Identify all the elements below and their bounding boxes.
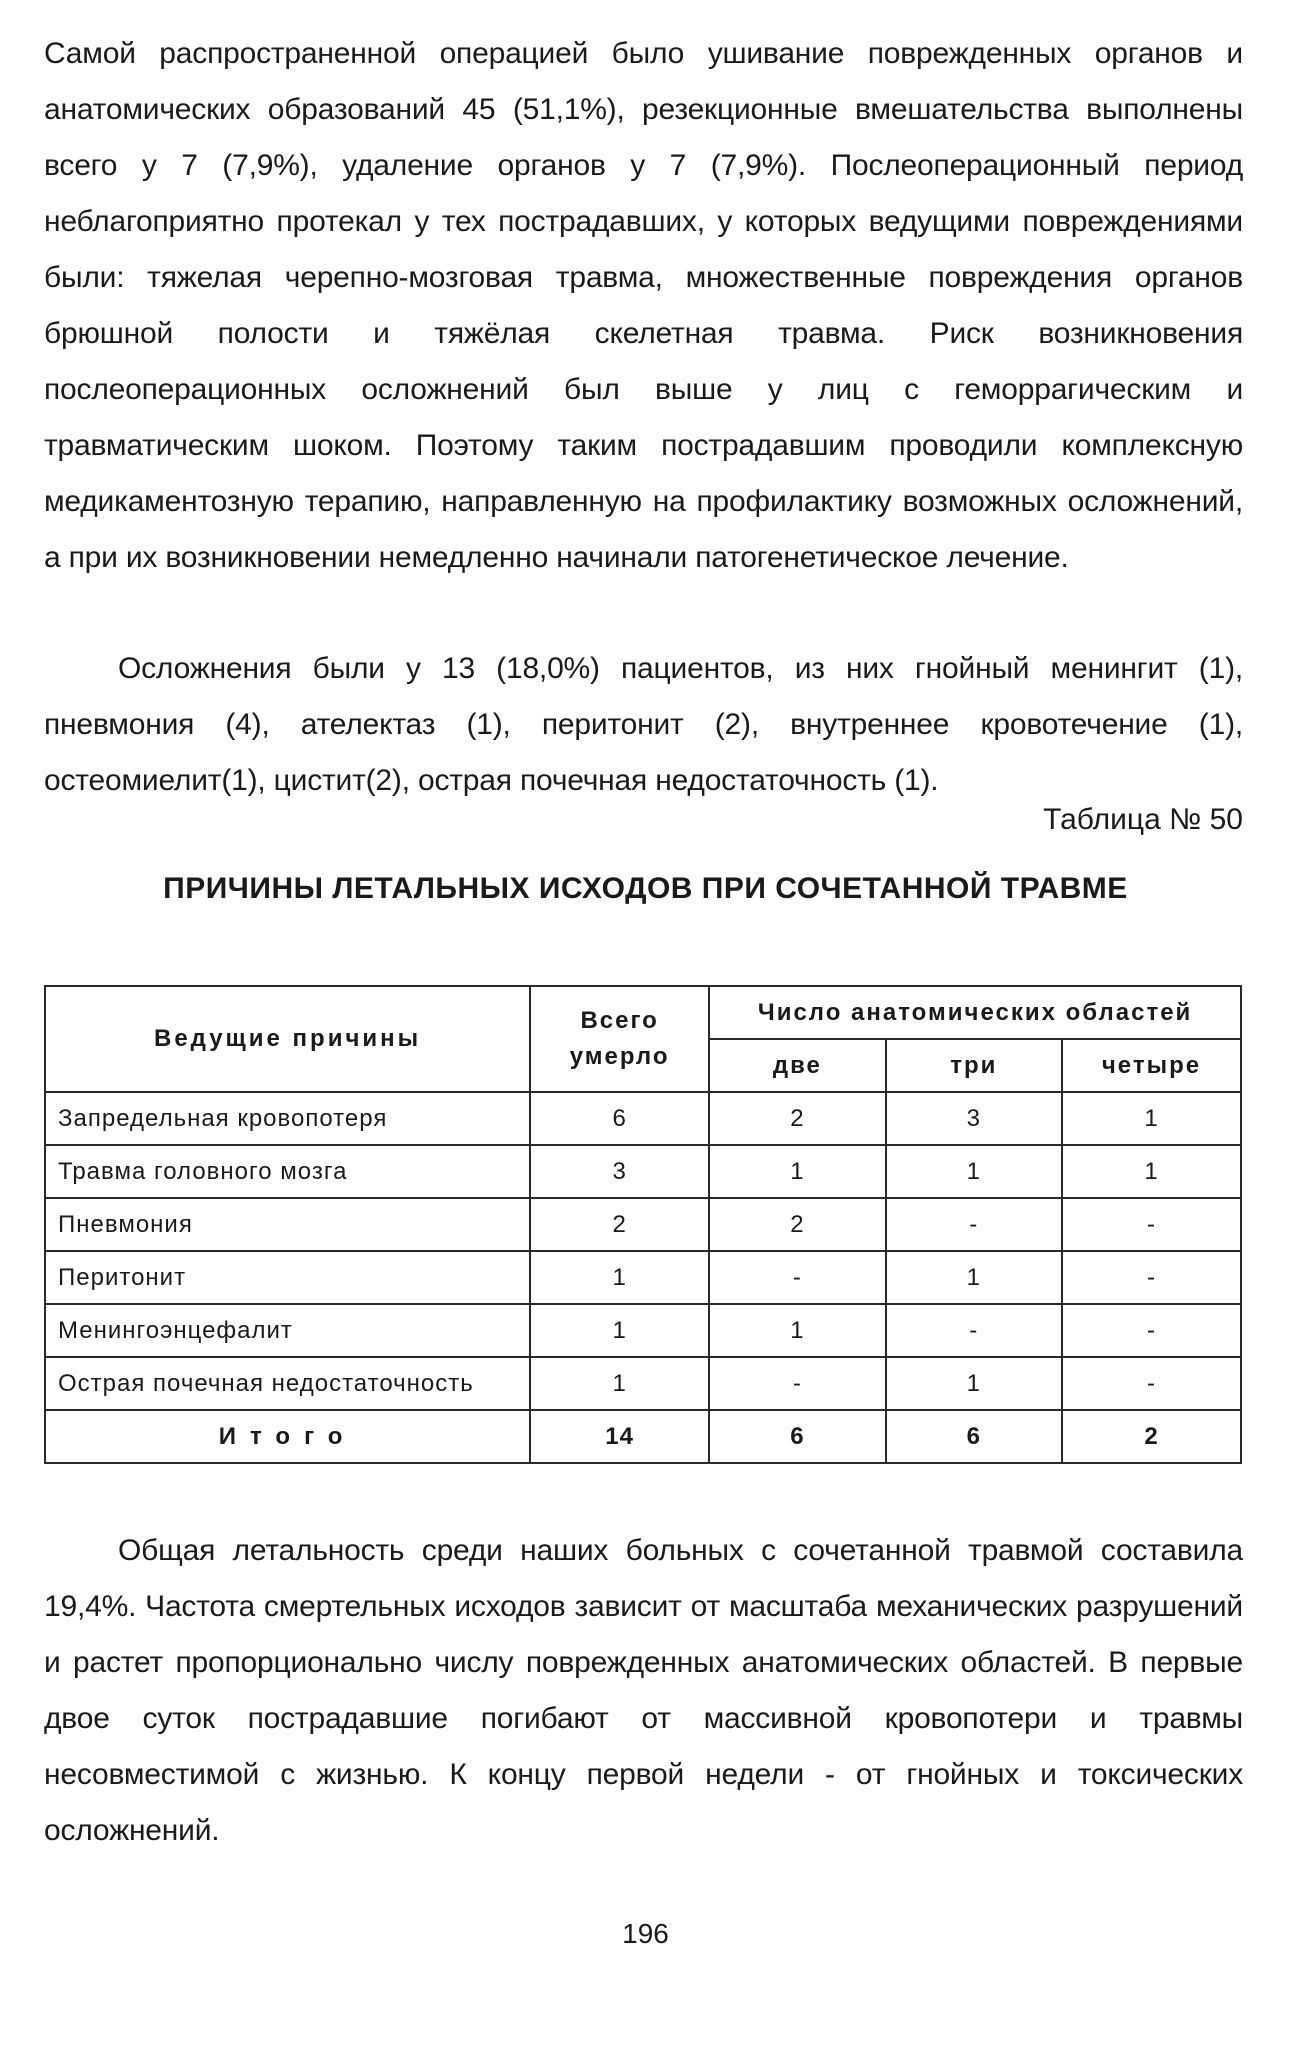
row-two: 2	[709, 1092, 885, 1145]
row-total: 1	[530, 1251, 709, 1304]
table-row	[45, 1198, 1241, 1251]
paragraph-mortality: Общая летальность среди наших больных с сочетанной травмой составила 19,4%. Частота смертельных исходов зависит от масштаба механических разрушений и растет пропорционально числу поврежденных анатомических областей. В первые двое суток пострадавшие погибают от массивной кровопотери и травмы несовместимой с жизнью. К концу первой недели - от гнойных и токсических осложнений.	[44, 1534, 1243, 1847]
row-total: 3	[530, 1145, 709, 1198]
row-four: 1	[1062, 1092, 1241, 1145]
row-three: -	[886, 1304, 1062, 1357]
header-total-died	[530, 986, 709, 1092]
row-cause: Перитонит	[45, 1251, 530, 1304]
table-row	[45, 1251, 1241, 1304]
header-four: четыре	[1062, 1039, 1241, 1092]
row-two: -	[709, 1357, 885, 1410]
header-total-line1: Всего	[580, 1007, 659, 1034]
row-two: -	[709, 1251, 885, 1304]
row-three: 3	[886, 1092, 1062, 1145]
totals-four: 2	[1062, 1410, 1241, 1463]
row-cause: Острая почечная недостаточность	[45, 1357, 530, 1410]
row-four: -	[1062, 1251, 1241, 1304]
table-row	[45, 1145, 1241, 1198]
totals-two: 6	[709, 1410, 885, 1463]
header-three: три	[886, 1039, 1062, 1092]
totals-total: 14	[530, 1410, 709, 1463]
table-row	[45, 1304, 1241, 1357]
row-four: -	[1062, 1357, 1241, 1410]
table-number-label: Таблица № 50	[1043, 803, 1243, 836]
totals-three: 6	[886, 1410, 1062, 1463]
table-header-row	[45, 986, 1241, 1039]
row-cause: Пневмония	[45, 1198, 530, 1251]
header-total-line2: умерло	[569, 1043, 670, 1070]
page-number: 196	[622, 1918, 669, 1949]
row-four: -	[1062, 1198, 1241, 1251]
row-four: -	[1062, 1304, 1241, 1357]
totals-label: Итого	[45, 1410, 530, 1463]
row-two: 2	[709, 1198, 885, 1251]
row-three: -	[886, 1198, 1062, 1251]
row-total: 1	[530, 1304, 709, 1357]
row-two: 1	[709, 1145, 885, 1198]
row-two: 1	[709, 1304, 885, 1357]
header-two: две	[709, 1039, 885, 1092]
table-row	[45, 1357, 1241, 1410]
row-cause: Менингоэнцефалит	[45, 1304, 530, 1357]
row-four: 1	[1062, 1145, 1241, 1198]
table-totals-row	[45, 1410, 1241, 1463]
table-title: ПРИЧИНЫ ЛЕТАЛЬНЫХ ИСХОДОВ ПРИ СОЧЕТАННОЙ ТРАВМЕ	[163, 872, 1128, 905]
paragraph-complications: Осложнения были у 13 (18,0%) пациентов, из них гнойный менингит (1), пневмония (4), ателектаз (1), перитонит (2), внутреннее кровотечение (1), остеомиелит(1), цистит(2), острая почечная недостаточность (1).	[44, 652, 1243, 797]
row-three: 1	[886, 1145, 1062, 1198]
header-regions: Число анатомических областей	[709, 986, 1241, 1039]
row-three: 1	[886, 1251, 1062, 1304]
paragraph-operations: Самой распространенной операцией было ушивание поврежденных органов и анатомических образований 45 (51,1%), резекционные вмешательства выполнены всего у 7 (7,9%), удаление органов у 7 (7,9%). Послеоперационный период неблагоприятно протекал у тех пострадавших, у которых ведущими повреждениями были: тяжелая черепно-мозговая травма, множественные повреждения органов брюшной полости и тяжёлая скелетная травма. Риск возникновения послеоперационных осложнений был выше у лиц с геморрагическим и травматическим шоком. Поэтому таким пострадавшим проводили комплексную медикаментозную терапию, направленную на профилактику возможных осложнений, а при их возникновении немедленно начинали патогенетическое лечение.	[44, 37, 1243, 574]
header-causes: Ведущие причины	[45, 986, 530, 1092]
row-total: 6	[530, 1092, 709, 1145]
table-row	[45, 1092, 1241, 1145]
mortality-causes-table	[44, 985, 1242, 1464]
row-total: 1	[530, 1357, 709, 1410]
row-cause: Травма головного мозга	[45, 1145, 530, 1198]
row-cause: Запредельная кровопотеря	[45, 1092, 530, 1145]
row-total: 2	[530, 1198, 709, 1251]
row-three: 1	[886, 1357, 1062, 1410]
